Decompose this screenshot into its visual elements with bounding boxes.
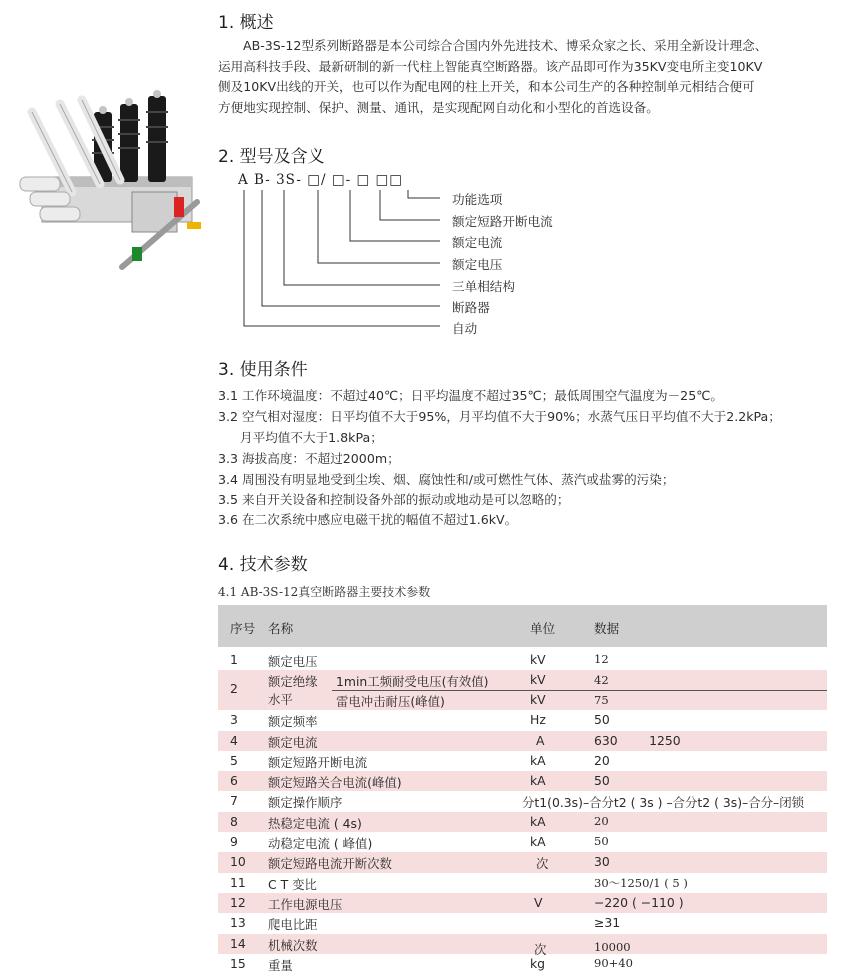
cell-name: 额定短路关合电流(峰值): [268, 775, 402, 791]
cell-no: 4: [230, 732, 238, 748]
cell-no: 10: [230, 854, 246, 870]
section-1-title: 1. 概述: [218, 13, 274, 33]
cell-name: 额定电流: [268, 734, 318, 750]
cell-data: 20: [594, 813, 609, 828]
cell-data: 10000: [594, 939, 631, 954]
cell-name: 热稳定电流 ( 4s): [268, 815, 362, 831]
table-row: [218, 710, 827, 730]
condition-item: 月平均值不大于1.8kPa；: [240, 430, 383, 445]
condition-item: 3.2 空气相对湿度：日平均值不大于95%，月平均值不大于90%；水蒸气压日平均值不大于2.2kPa；: [218, 409, 781, 424]
cell-name: 额定短路电流开断次数: [268, 856, 392, 872]
cell-subname: 1min工频耐受电压(有效值): [336, 674, 489, 690]
cell-data: 50: [594, 773, 610, 789]
cell-unit: 次: [534, 941, 547, 957]
cell-unit: kV: [530, 672, 546, 688]
cell-no: 2: [230, 681, 238, 697]
cell-unit: Hz: [530, 712, 546, 728]
cell-no: 13: [230, 915, 246, 931]
overview-line: 方便地实现控制、保护、测量、通讯，是实现配网自动化和小型化的首选设备。: [218, 99, 659, 115]
cell-unit: kg: [530, 955, 546, 971]
model-diagram-lines: [230, 168, 590, 338]
table-row: [218, 791, 827, 811]
cell-data: 30: [594, 854, 610, 870]
table-caption: 4.1 AB-3S-12真空断路器主要技术参数: [218, 585, 431, 599]
circuit-breaker-image: [12, 82, 212, 292]
cell-data: 50: [594, 712, 610, 728]
diagram-label-rated-voltage: 额定电压: [452, 257, 503, 272]
condition-item: 3.4 周围没有明显地受到尘埃、烟、腐蚀性和/或可燃性气体、蒸汽或盐雾的污染；: [218, 472, 675, 487]
cell-data: ≥31: [594, 915, 621, 931]
cell-subname: 雷电冲击耐压(峰值): [336, 694, 445, 710]
table-header: [218, 605, 827, 647]
cell-data: 12: [594, 652, 609, 666]
cell-no: 7: [230, 793, 238, 809]
table-row-insulation: [218, 670, 827, 710]
cell-name: 爬电比距: [268, 917, 318, 933]
diagram-label-short-circuit-breaking-current: 额定短路开断电流: [452, 214, 553, 229]
cell-no: 6: [230, 773, 238, 789]
header-data: 数据: [594, 621, 620, 636]
diagram-label-automatic: 自动: [452, 321, 478, 336]
model-code: A B- 3S- □/ □- □ □□: [238, 172, 404, 188]
cell-name: 额定频率: [268, 714, 318, 730]
cell-no: 3: [230, 712, 238, 728]
row-divider: [332, 690, 827, 691]
condition-item: 3.6 在二次系统中感应电磁干扰的幅值不超过1.6kV。: [218, 512, 518, 527]
diagram-label-breaker: 断路器: [452, 300, 490, 315]
cell-unit: V: [534, 894, 543, 910]
cell-unit: A: [536, 732, 545, 748]
header-unit: 单位: [530, 621, 556, 636]
cell-name: 额定电压: [268, 654, 318, 669]
cell-name: 水平: [268, 692, 293, 708]
table-row: [218, 893, 827, 913]
header-no: 序号: [230, 621, 256, 636]
table-row: [218, 650, 827, 670]
diagram-label-phase-structure: 三单相结构: [452, 279, 515, 294]
header-name: 名称: [268, 621, 294, 636]
cell-data: 75: [594, 693, 609, 708]
section-2-title: 2. 型号及含义: [218, 147, 325, 167]
cell-unit: kV: [530, 692, 546, 708]
cell-unit: kV: [530, 652, 546, 667]
cell-data: 630 1250: [594, 732, 681, 748]
cell-no: 1: [230, 652, 238, 667]
cell-data: 30～1250/1 ( 5 ): [594, 875, 688, 890]
cell-unit: kA: [530, 834, 546, 850]
cell-no: 5: [230, 752, 238, 768]
condition-item: 3.5 来自开关设备和控制设备外部的振动或地动是可以忽略的；: [218, 492, 570, 507]
cell-data: −220 ( −110 ): [594, 894, 684, 910]
table-row: [218, 934, 827, 957]
cell-unit: 次: [536, 856, 549, 872]
condition-item: 3.1 工作环境温度：不超过40℃；日平均温度不超过35℃；最低周围空气温度为－25℃。: [218, 388, 723, 403]
table-row: [218, 812, 827, 832]
diagram-label-function-option: 功能选项: [452, 192, 503, 207]
cell-data: 90+40: [594, 955, 633, 970]
overview-line: 运用高科技手段、最新研制的新一代柱上智能真空断路器。该产品即可作为35KV变电所主变10KV: [218, 58, 763, 74]
table-row: [218, 852, 827, 872]
table-row: [218, 731, 827, 751]
condition-item: 3.3 海拔高度：不超过2000m；: [218, 451, 400, 466]
table-row: [218, 873, 827, 893]
cell-name: 工作电源电压: [268, 896, 343, 912]
cell-name: 动稳定电流 ( 峰值): [268, 836, 373, 852]
cell-name: 额定绝缘: [268, 674, 318, 690]
cell-no: 11: [230, 874, 246, 890]
cell-data: 20: [594, 752, 610, 768]
cell-name: 机械次数: [268, 937, 318, 953]
cell-unit: kA: [530, 813, 546, 829]
cell-data: 50: [594, 834, 609, 849]
cell-no: 9: [230, 834, 238, 850]
cell-no: 8: [230, 813, 238, 829]
cell-no: 12: [230, 894, 246, 910]
section-3-title: 3. 使用条件: [218, 360, 308, 380]
cell-name: 重量: [268, 957, 293, 973]
diagram-label-rated-current: 额定电流: [452, 235, 503, 250]
cell-data: 42: [594, 673, 609, 688]
tech-params-table: [218, 605, 827, 974]
table-row: [218, 913, 827, 933]
table-row: [218, 954, 827, 974]
cell-name: 额定操作顺序: [268, 795, 343, 811]
overview-line: 侧及10KV出线的开关，也可以作为配电网的柱上开关，和本公司生产的各种控制单元相结合便可: [218, 79, 755, 94]
cell-unit: kA: [530, 773, 546, 789]
cell-unit: kA: [530, 752, 546, 768]
cell-name: C T 变比: [268, 876, 317, 892]
table-row: [218, 771, 827, 791]
table-row: [218, 832, 827, 852]
cell-no: 15: [230, 955, 246, 971]
cell-name: 额定短路开断电流: [268, 754, 368, 770]
section-4-title: 4. 技术参数: [218, 555, 308, 575]
overview-paragraph: [218, 36, 830, 118]
overview-line: AB-3S-12型系列断路器是本公司综合合国内外先进技术、博采众家之长、采用全新设计理念、: [243, 38, 768, 53]
cell-data: 分t1(0.3s)–合分t2 ( 3s ) –合分t2 ( 3s)–合分–闭锁: [522, 795, 804, 811]
cell-no: 14: [230, 935, 246, 951]
table-row: [218, 751, 827, 771]
